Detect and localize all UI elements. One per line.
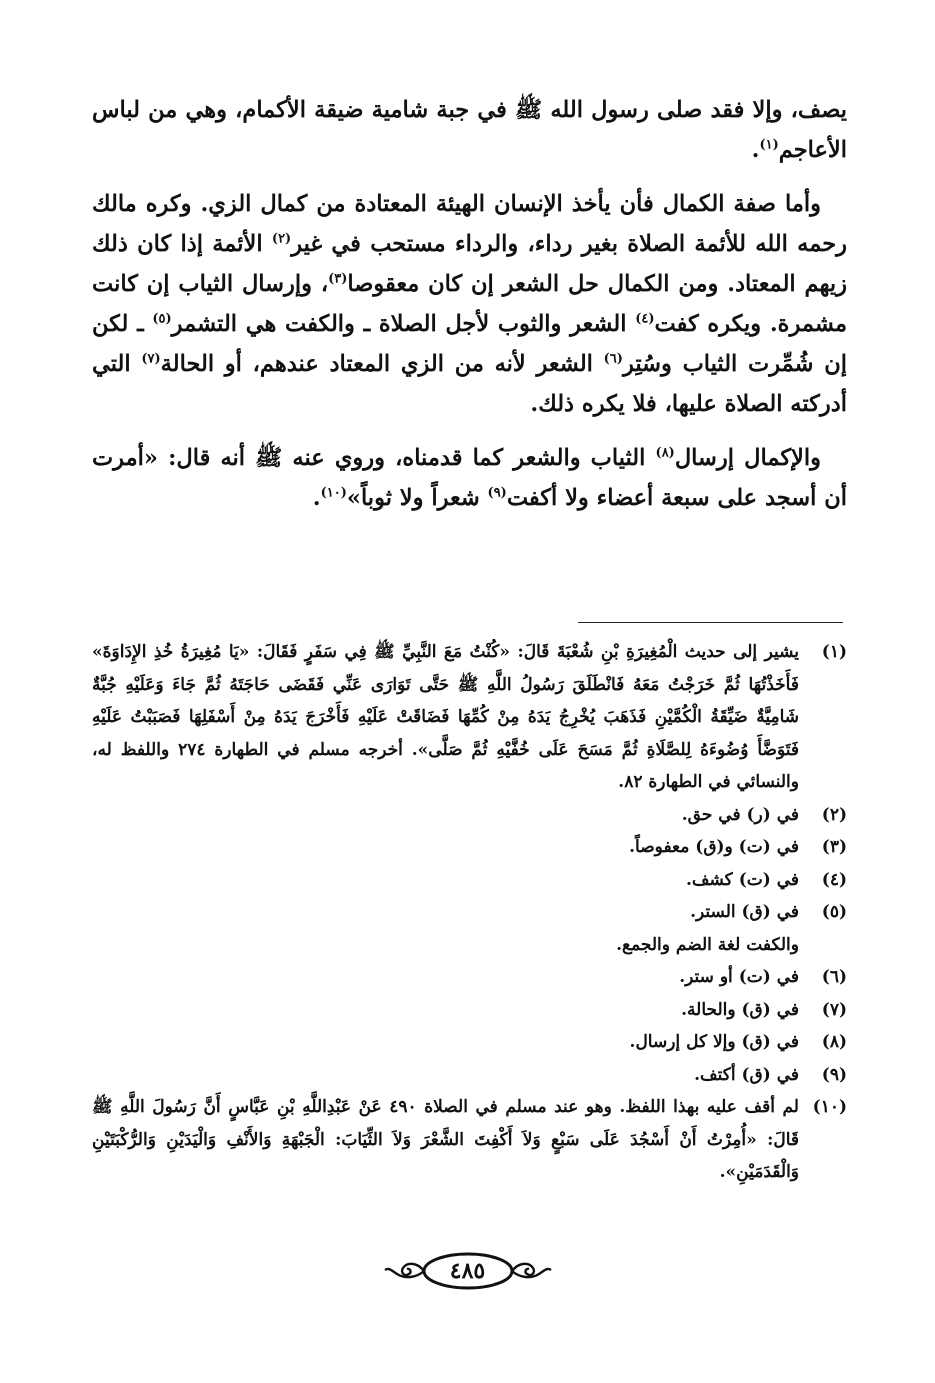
footnote-text: في (ت) و(ق) معفوصاً. — [629, 837, 799, 857]
paragraph-3-part-d: . — [312, 485, 321, 511]
footnote-item — [92, 994, 847, 1027]
footnote-text: في (ق) الستر. — [690, 902, 799, 922]
footnote-number: (١) — [821, 642, 847, 662]
paragraph-3-part-a: والإكمال إرسال — [674, 445, 821, 471]
footnote-number: (٥) — [821, 902, 847, 922]
paragraph-1-line-1: يصف، وإلا فقد صلى رسول الله ﷺ في جبة شامية ضيقة الأكمام، وهي — [185, 97, 847, 123]
footnote-text: في (ق) أكتف. — [694, 1064, 799, 1085]
main-text — [92, 90, 847, 518]
footnote-text: في (ت) أو ستر. — [679, 967, 799, 987]
footnotes-section — [92, 636, 847, 1189]
footnote-number: (٢) — [821, 804, 847, 825]
footnote-text: لم أقف عليه بهذا اللفظ. وهو عند مسلم في الصلاة ٤٩٠ عَنْ عَبْدِاللَّهِ بْنِ عَبَّاسٍ أَنَّ رَسُولَ اللَّهِ ﷺ قَالَ: «أُمِرْتُ أَنْ أَسْجُدَ عَلَى سَبْعٍ وَلاَ أَكْفِتَ الشَّعْرَ وَلاَ الثِّيَابَ: الْجَبْهَةِ وَالأَنْفِ وَالْيَدَيْنِ وَالرُّكْبَتَيْنِ وَالْقَدَمَيْنِ». — [92, 1097, 799, 1182]
footnote-number: (٨) — [821, 1032, 847, 1052]
footnote-number: (٦) — [821, 967, 847, 987]
paragraph-2-part-d: الشعر والثوب لأجل الصلاة ـ والكفت هي التشمر — [171, 311, 636, 337]
footnote-text: في (ت) كشف. — [686, 869, 799, 890]
footnote-item — [92, 864, 847, 897]
footnote-item — [92, 636, 847, 799]
footnote-ref-8[interactable]: (٨) — [655, 445, 675, 461]
footnote-divider — [578, 622, 843, 623]
footnote-number: (٤) — [821, 869, 847, 890]
page-footer — [0, 1241, 935, 1301]
footnote-item — [92, 1091, 847, 1189]
paragraph-1-line-2: من لباس الأعاجم — [92, 97, 847, 163]
paragraph-2-part-c: ، وإرسال الثياب إن كانت مشمرة. ويكره كفت — [92, 271, 848, 337]
footnote-ref-3[interactable]: (٣) — [328, 271, 348, 287]
paragraph-2-part-g: التي أدركته الصلاة عليها، فلا يكره ذلك. — [92, 351, 847, 417]
footnote-number: (٩) — [821, 1064, 847, 1085]
footnote-item — [92, 1026, 847, 1059]
footnote-text: والكفت لغة الضم والجمع. — [616, 934, 799, 955]
footnote-ref-4[interactable]: (٤) — [635, 311, 655, 327]
paragraph-3-part-c: شعراً ولا ثوباً» — [346, 485, 488, 511]
footnote-continuation — [92, 929, 847, 962]
footnote-ref-2[interactable]: (٢) — [271, 231, 292, 247]
paragraph-2-part-e: ـ لكن إن شُمِّرت الثياب وسُتِر — [92, 311, 847, 377]
footnote-text: يشير إلى حديث الْمُغِيرَةِ بْنِ شُعْبَةَ قَالَ: «كُنْتُ مَعَ النَّبِيِّ ﷺ فِي سَفَرٍ فَقَالَ: «يَا مُغِيرَةُ خُذِ الإِدَاوَةَ» فَأَخَذْتُهَا ثُمَّ خَرَجْتُ مَعَهُ فَانْطَلَقَ رَسُولُ اللَّهِ ﷺ حَتَّى تَوَارَى عَنِّي فَقَضَى حَاجَتَهُ ثُمَّ جَاءَ وَعَلَيْهِ جُبَّةٌ شَامِيَّةٌ ضَيِّقَةُ الْكُمَّيْنِ فَذَهَبَ يُخْرِجُ يَدَهُ مِنْ كُمِّهَا فَضَاقَتْ عَلَيْهِ فَأَخْرَجَ يَدَهُ مِنْ أَسْفَلِهَا فَصَبَبْتُ عَلَيْهِ فَتَوَضَّأَ وُضُوءَهُ لِلصَّلَاةِ ثُمَّ مَسَحَ عَلَى خُفَّيْهِ ثُمَّ صَلَّى». أخرجه مسلم في الطهارة ٢٧٤ واللفظ له، والنسائي في الطهارة ٨٢. — [92, 642, 799, 792]
footnote-ref-10[interactable]: (١٠) — [320, 485, 347, 501]
paragraph-1 — [92, 90, 847, 170]
footnote-ref-5[interactable]: (٥) — [152, 311, 172, 327]
paragraph-2-part-f: الشعر لأنه من الزي المعتاد عندهم، أو الحالة — [160, 351, 604, 377]
footnote-item — [92, 799, 847, 832]
scroll-flourish-icon — [383, 1248, 553, 1294]
footnote-number: (١٠) — [812, 1097, 847, 1117]
page-number: ٤٨٥ — [449, 1258, 486, 1284]
footnote-ref-1[interactable]: (١) — [759, 137, 779, 153]
paragraph-2 — [92, 184, 847, 424]
footnote-text: في (ر) في حق. — [681, 804, 799, 825]
footnote-text: في (ق) والحالة. — [681, 999, 799, 1020]
paragraph-1-end: . — [751, 137, 760, 163]
footnote-item — [92, 961, 847, 994]
footnote-ref-9[interactable]: (٩) — [487, 485, 507, 501]
footnote-number: (٣) — [821, 837, 847, 857]
footnote-item — [92, 896, 847, 929]
paragraph-3 — [92, 438, 847, 518]
footnote-number: (٧) — [821, 999, 847, 1020]
footnote-text: في (ق) وإلا كل إرسال. — [629, 1032, 799, 1052]
paragraph-3-part-b: الثياب والشعر كما قدمناه، وروي عنه ﷺ أنه قال: «أمرت أن أسجد على سبعة أعضاء ولا أكفت — [92, 445, 847, 511]
footnote-ref-7[interactable]: (٧) — [141, 351, 161, 367]
footnote-item — [92, 1059, 847, 1092]
footnote-ref-6[interactable]: (٦) — [603, 351, 623, 367]
footnote-item — [92, 831, 847, 864]
paragraph-2-part-a: وأما صفة الكمال فأن يأخذ الإنسان الهيئة المعتادة من كمال الزي. وكره مالك رحمه الله للأئمة الصلاة بغير رداء، والرداء مستحب في غير — [92, 191, 847, 257]
paragraph-2-part-b: الأئمة إذا كان ذلك زيهم المعتاد. ومن الكمال حل الشعر إن كان معقوصا — [92, 231, 847, 297]
